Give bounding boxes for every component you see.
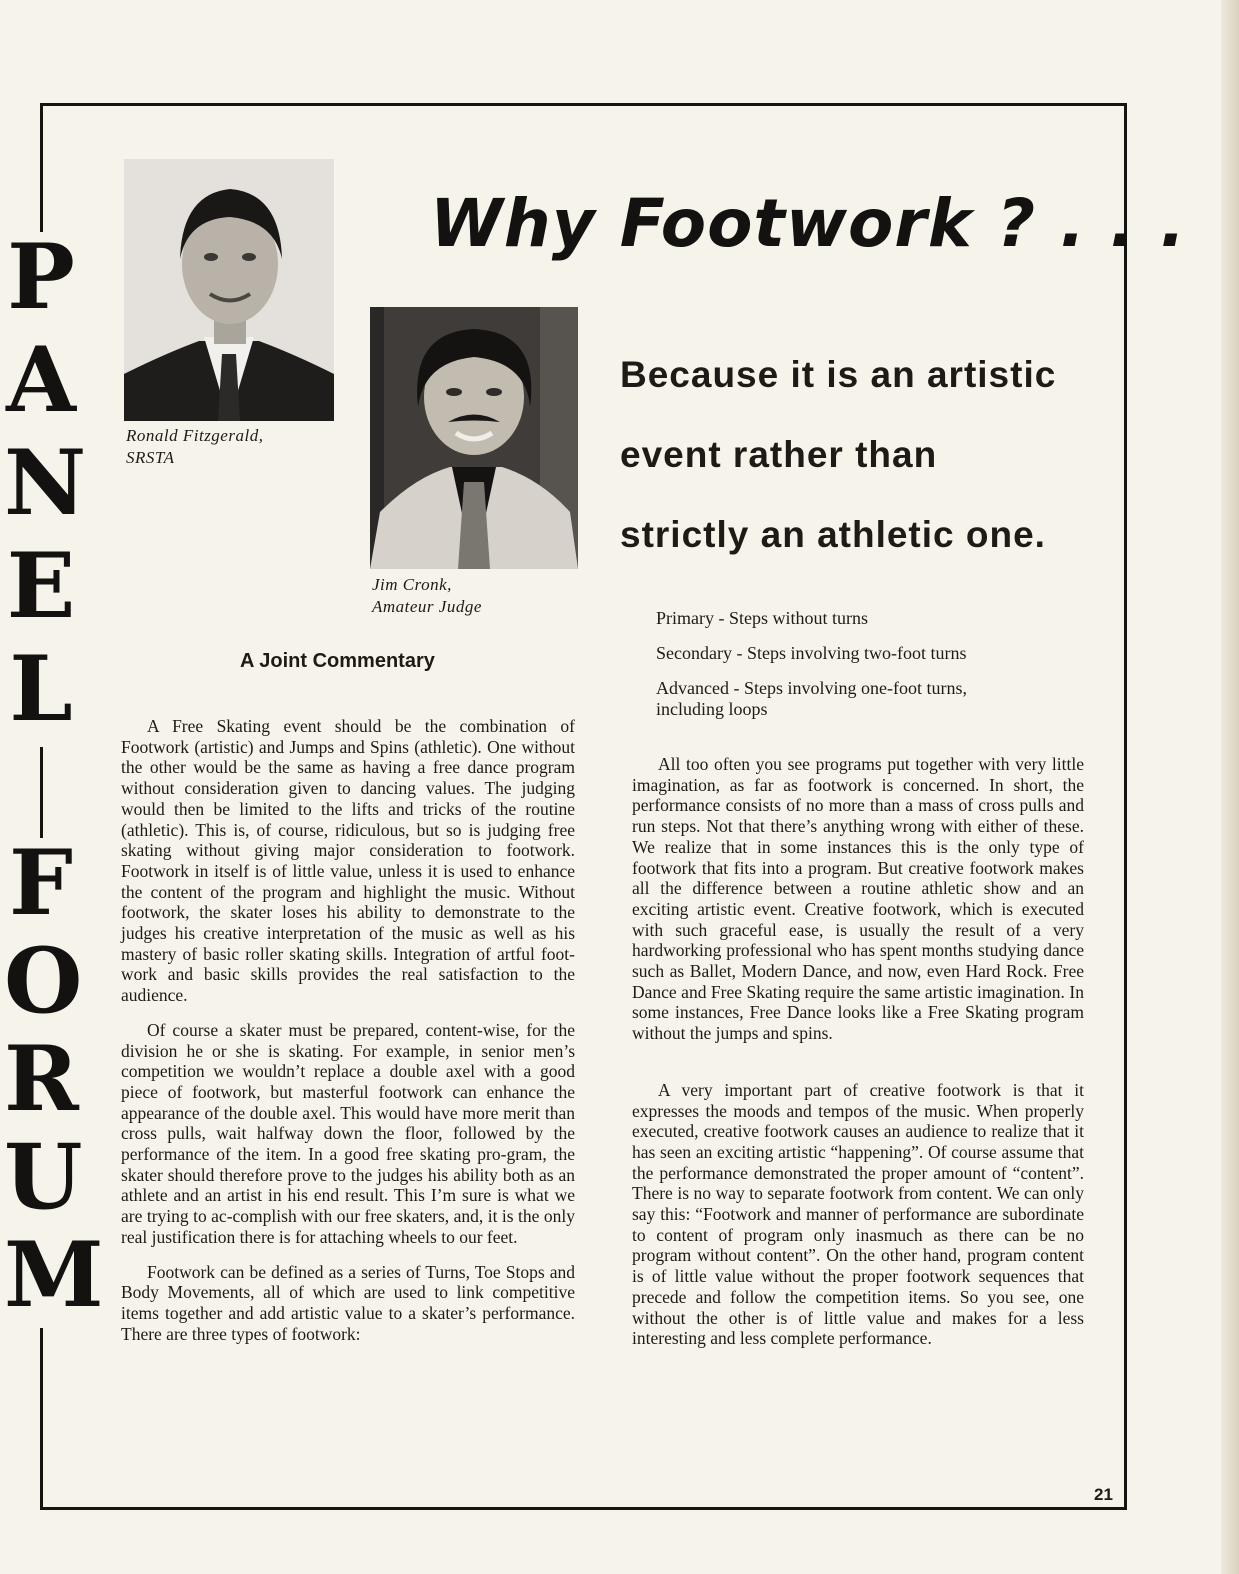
photo1-name: Ronald Fitzgerald, — [126, 426, 264, 445]
footwork-type-item: Secondary - Steps involving two-foot turns — [656, 643, 967, 663]
side-letter: E — [6, 533, 76, 639]
side-title-panel — [4, 224, 87, 747]
body-paragraph: Of course a skater must be prepared, content-wise, for the division he or she is skating. For example, in senior men’s competition we wouldn’t replace a double axel with a good piece of footwork, but masterful footwork can enhance the appearance of the double axel. This would have more merit than cross pulls, wait halfway down the floor, followed by the performance of the item. In a good free skating pro-gram, the skater should therefore prove to the judges his ability both as an athlete and an artist in his end result. This I’m sure is what we are trying to ac-complish with our free skaters, and, it is the only real justification there is for attaching wheels to our feet. — [121, 1019, 575, 1247]
left-column — [121, 716, 575, 1344]
article-title: Why Footwork ? . . . — [430, 185, 1187, 262]
body-paragraph: A very important part of creative footwork is that it expresses the moods and tempos of the music. When properly executed, creative footwork causes an audience to realize that it has seen an exciting artistic “happening”. Of course assume that the performance demonstrated the proper amount of “content”. There is no way to separate footwork from content. We can only say this: “Footwork and manner of performance are subordinate to content of program only inasmuch as there can be no program without content”. On the other hand, program content is of little value without the proper footwork sequences that precede and follow the competition items. So you see, one without the other is of little value and makes for a less interesting and less complete performance. — [632, 1079, 1084, 1349]
page-number: 21 — [1094, 1485, 1113, 1504]
side-title-forum — [4, 830, 104, 1328]
side-letter: O — [4, 928, 83, 1034]
portrait-photo-jim — [370, 307, 578, 569]
photo1-role: SRSTA — [126, 448, 175, 467]
body-paragraph: Footwork can be defined as a series of Turns, Toe Stops and Body Movements, all of which are used to link competitive items together and add artistic value to a skater’s performance. There are three types of footwork: — [121, 1261, 575, 1344]
side-letter: M — [4, 1222, 104, 1328]
article-subtitle — [620, 335, 1100, 575]
footwork-type-item: Advanced - Steps involving one-foot turns, including loops — [656, 678, 967, 719]
subtitle-line: strictly an athletic one. — [620, 514, 1046, 555]
body-paragraph: All too often you see programs put together with very little imagination, as far as footwork is concerned. In short, the performance consists of no more than a mass of cross pulls and run steps. Not that there’s anything wrong with either of these. We realize that in some instances this is the only type of footwork that fits into a program. But creative footwork makes all the difference between a routine athletic show and an exciting artistic event. Creative footwork, which is executed with such graceful ease, is usually the result of a very hardworking professional who has spent months studying dance such as Ballet, Modern Dance, and now, even Hard Rock. Free Dance and Free Skating require the same artistic imagination. In some instances, Free Dance looks like a Free Skating program without the jumps and spins. — [632, 754, 1084, 1044]
side-letter: L — [9, 636, 73, 742]
photo2-name: Jim Cronk, — [372, 575, 452, 594]
side-letter: F — [9, 830, 73, 936]
side-letter: P — [7, 224, 75, 330]
side-letter: R — [4, 1026, 79, 1132]
subtitle-line: event rather than — [620, 434, 938, 475]
footwork-type-item: Primary - Steps without turns — [656, 608, 868, 628]
page-edge-shadow — [1221, 0, 1239, 1574]
portrait-photo-ronald — [124, 159, 334, 421]
photo2-role: Amateur Judge — [372, 597, 482, 616]
subtitle-line: Because it is an artistic — [620, 354, 1057, 395]
photo2-caption — [372, 574, 482, 618]
side-letter: N — [4, 430, 87, 536]
photo1-caption — [126, 425, 263, 469]
side-letter: U — [4, 1124, 83, 1230]
section-heading: A Joint Commentary — [240, 650, 435, 672]
body-paragraph: A Free Skating event should be the combination of Footwork (artistic) and Jumps and Spins (athletic). One without the other would be the same as having a free dance program without consideration given to dancing values. The judging would then be limited to the lifts and tricks of the routine (athletic). This is, of course, ridiculous, but so is judging free skating without giving major consideration to footwork. Footwork in itself is of little value, unless it is used to enhance the content of the program and highlight the music. Without footwork, the skater loses his ability to demonstrate to the judges his creative interpretation of the music as well as his mastery of basic roller skating skills. Integration of artful foot-work and basic skills provides the real satisfaction to the audience. — [121, 716, 575, 1006]
side-letter: A — [6, 327, 76, 433]
right-column — [632, 754, 1084, 1349]
footwork-types-list — [656, 608, 1096, 734]
